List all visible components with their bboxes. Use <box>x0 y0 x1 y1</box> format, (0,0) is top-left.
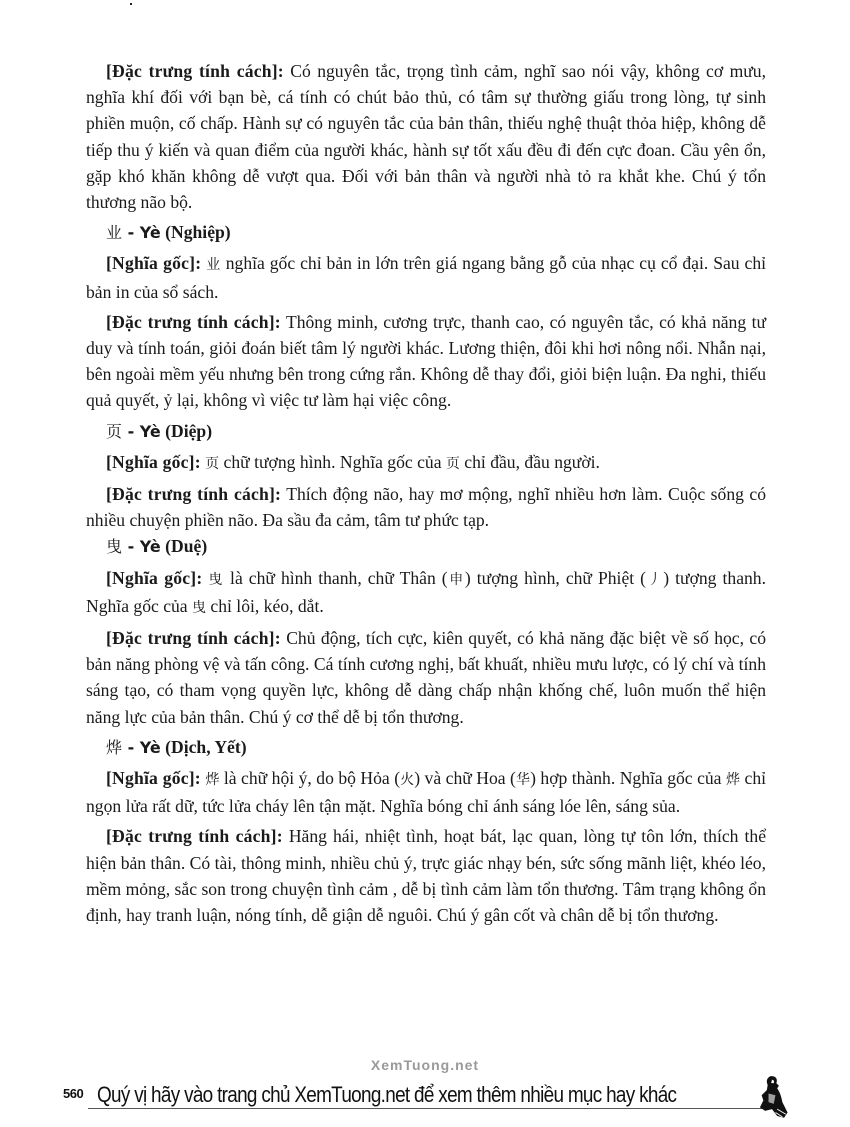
paragraph-text: là chữ hình thanh, chữ Thân ( <box>224 567 448 588</box>
page-footer <box>63 1080 793 1124</box>
footer-promo-text: Quý vị hãy vào trang chủ XemTuong.net để xem thêm nhiều mục hay khác <box>97 1082 677 1107</box>
paragraph-origin-due <box>86 565 766 621</box>
paragraph-text: chỉ đầu, đầu người. <box>459 451 600 472</box>
heading-reading: (Nghiệp) <box>160 222 231 243</box>
heading-reading: (Dịch, Yết) <box>160 736 247 757</box>
paragraph-personality-dich-yet <box>86 823 766 928</box>
hanzi-glyph: 烨 <box>725 772 741 789</box>
paragraph-label: [Nghĩa gốc]: <box>106 567 203 588</box>
heading-separator: - <box>122 421 140 441</box>
paragraph-personality-diep <box>86 481 766 533</box>
paragraph-label: [Đặc trưng tính cách]: <box>106 826 283 847</box>
hanzi-glyph: 烨 <box>205 772 220 789</box>
hanzi-glyph: 页 <box>205 455 220 472</box>
paragraph-label: [Nghĩa gốc]: <box>106 253 202 274</box>
paragraph-text: là chữ hội ý, do bộ Hỏa ( <box>219 768 401 789</box>
hanzi-glyph: 烨 <box>106 737 123 757</box>
entry-heading-nghiep <box>86 219 766 246</box>
paragraph-label: [Đặc trưng tính cách]: <box>106 484 282 505</box>
paragraph-origin-nghiep <box>86 250 766 304</box>
hanzi-glyph: 曳 <box>106 537 123 557</box>
hanzi-glyph: 丿 <box>646 571 664 588</box>
heading-separator: - <box>122 537 140 557</box>
page-number: 560 <box>63 1086 84 1101</box>
heading-separator: - <box>122 737 140 757</box>
paragraph-text: nghĩa gốc chỉ bản in lớn trên giá ngang bằng gỗ của nhạc cụ cổ đại. Sau chỉ bản in của sổ sách. <box>86 253 767 302</box>
paragraph-label: [Đặc trưng tính cách]: <box>106 311 281 332</box>
hanzi-glyph: 曳 <box>208 571 225 588</box>
paragraph-text: Thích động não, hay mơ mộng, nghĩ nhiều hơn làm. Cuộc sống có nhiều chuyện phiền não. Đa sầu đa cảm, tâm tư phức tạp. <box>86 484 766 531</box>
hanzi-glyph: 业 <box>206 257 221 274</box>
paragraph-text: Chủ động, tích cực, kiên quyết, có khả năng đặc biệt về số học, có bản năng phòng vệ và tấn công. Cá tính cương nghị, bất khuất, nhiều mưu lược, có lý chí và tính sáng tạo, có tham vọng quyền lực, không dễ dàng chấp nhận khống chế, luôn muốn thể hiện năng lực của bản thân. Chú ý cơ thể dễ bị tổn thương. <box>86 628 766 727</box>
paragraph-text: Hăng hái, nhiệt tình, hoạt bát, lạc quan, lòng tự tôn lớn, thích thể hiện bản thân. Có tài, thông minh, nhiều chủ ý, trực giác nhạy bén, sức sống mãnh liệt, khéo léo, mềm mỏng, sắc son trong chuyện tình cảm , dễ bị tình cảm làm tổn thương. Tâm trạng không ổn định, hay tranh luận, nóng tính, dễ giận dễ nguôi. Chú ý gân cốt và chân dễ bị tổn thương. <box>86 826 767 926</box>
paragraph-text: ) tượng thanh. Nghĩa gốc của <box>86 567 766 616</box>
scan-speck <box>130 3 132 5</box>
paragraph-origin-diep <box>86 449 766 477</box>
paragraph-personality-due <box>86 625 766 730</box>
paragraph-label: [Đặc trưng tính cách]: <box>106 61 284 81</box>
paragraph-text: ) hợp thành. Nghĩa gốc của <box>530 768 726 789</box>
paragraph-label: [Nghĩa gốc]: <box>106 768 201 789</box>
paragraph-text: chỉ ngọn lửa rất dữ, tức lửa cháy lên tận mặt. Nghĩa bóng chỉ ánh sáng lóe lên, sáng sủa. <box>86 768 767 817</box>
paragraph-text: ) và chữ Hoa ( <box>414 768 516 789</box>
paragraph-text: chữ tượng hình. Nghĩa gốc của <box>219 451 446 472</box>
footer-rule <box>88 1108 778 1109</box>
heading-pinyin: Yè <box>139 223 161 243</box>
paragraph-text: ) tượng hình, chữ Phiệt ( <box>464 567 647 588</box>
entry-heading-diep <box>86 418 766 445</box>
paragraph-origin-dich-yet <box>86 765 766 819</box>
seated-scholar-figure-icon <box>753 1074 791 1120</box>
paragraph-text: Thông minh, cương trực, thanh cao, có nguyên tắc, có khả năng tư duy và tính toán, giỏi đoán biết tâm lý người khác. Lương thiện, đôi khi hơi nông nổi. Nhẫn nại, bên ngoài mềm yếu nhưng bên trong cứng rắn. Không dễ thay đổi, giỏi biện luận. Đa nghi, thiếu quả quyết, ỷ lại, không vì việc tư làm hại việc công. <box>86 311 766 411</box>
paragraph-personality-intro <box>86 58 766 215</box>
hanzi-glyph: 华 <box>515 772 531 789</box>
hanzi-glyph: 业 <box>106 223 123 243</box>
paragraph-text: Có nguyên tắc, trọng tình cảm, nghĩ sao nói vậy, không cơ mưu, nghĩa khí đối với bạn bè, cá tính có chút bảo thủ, có tâm sự thường giấu trong lòng, tự sinh phiền muộn, cố chấp. Hành sự có nguyên tắc của bản thân, thiếu nghệ thuật thỏa hiệp, không dễ tiếp thu ý kiến và quan điểm của người khác, hành sự tốt xấu đều đi đến cực đoan. Cầu yên ổn, gặp khó khăn không dễ vượt qua. Đối với bản thân và người nhà tỏ ra khắt khe. Chú ý tổn thương não bộ. <box>86 61 766 213</box>
heading-reading: (Duệ) <box>160 536 208 557</box>
watermark: XemTuong.net <box>370 1057 480 1073</box>
document-body <box>86 58 766 932</box>
hanzi-glyph: 申 <box>447 571 465 588</box>
entry-heading-due <box>86 533 766 560</box>
heading-separator: - <box>122 223 140 243</box>
heading-pinyin: Yè <box>139 537 161 557</box>
hanzi-glyph: 曳 <box>192 599 207 616</box>
hanzi-glyph: 页 <box>106 421 123 441</box>
heading-pinyin: Yè <box>139 421 161 441</box>
heading-reading: (Diệp) <box>160 420 213 441</box>
paragraph-label: [Nghĩa gốc]: <box>106 451 201 472</box>
entry-heading-dich-yet <box>86 734 766 761</box>
hanzi-glyph: 火 <box>400 772 415 789</box>
heading-pinyin: Yè <box>139 737 161 757</box>
paragraph-label: [Đặc trưng tính cách]: <box>106 628 281 649</box>
paragraph-text: chỉ lôi, kéo, dắt. <box>206 595 324 616</box>
paragraph-personality-nghiep <box>86 309 766 414</box>
hanzi-glyph: 页 <box>445 455 460 472</box>
